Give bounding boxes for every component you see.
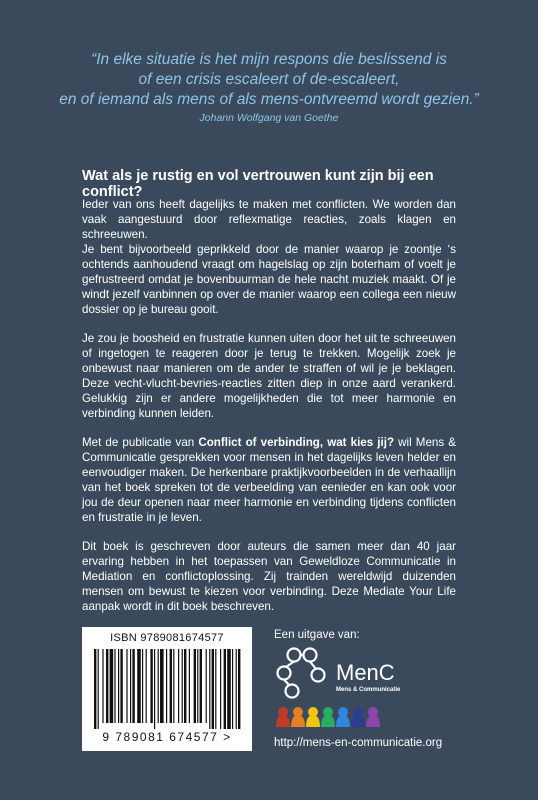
barcode-bar <box>170 649 172 723</box>
barcode-bar <box>224 649 226 729</box>
paragraph: Je zou je boosheid en frustratie kunnen uiten door het uit te schreeuwen of ingetogen te reageren door je terug te trekken. Mogelijk zoek je onbewust naar manieren om de ander te straffen of wil je je beklagen. Deze vecht-vlucht-bevries-reacties zitten diep in onze aard verankerd. Gelukkig zijn er andere mogelijkheden die tot meer harmonie en verbinding kunnen leiden. <box>82 332 456 420</box>
isbn-label: ISBN 9789081674577 <box>110 632 224 644</box>
body-text <box>82 197 456 628</box>
quote-author: Johann Wolfgang van Goethe <box>199 112 339 124</box>
barcode-digits: 9 789081 674577 > <box>102 730 232 744</box>
barcode-bar <box>158 649 159 723</box>
quote <box>40 50 498 110</box>
person-figure-icon <box>291 707 305 727</box>
barcode-bar <box>212 649 214 729</box>
barcode-bar <box>194 649 196 723</box>
paragraph: Dit boek is geschreven door auteurs die samen meer dan 40 jaar ervaring hebben in het toepassen van Geweldloze Communicatie in Mediation en conflictoplossing. Zij trainden wereldwijd duizenden mensen om bewust te kiezen voor verbinding. Deze Mediate Your Life aanpak wordt in dit boek beschreven. <box>82 540 456 613</box>
people-figures-icon <box>275 705 390 729</box>
barcode-bar <box>173 649 174 723</box>
paragraph-rest: wil Mens & Communicatie gesprekken voor mensen in het dagelijks leven helder en eenvoudiger maken. De herkenbare praktijkvoorbeelden in de verhaallijn van het boek spreken tot de verbeelding van eenieder en kan ook voor jou de deur openen naar meer harmonie en verbinding tijdens conflicten en frustratie in je leven. <box>82 436 456 524</box>
barcode-bar <box>146 649 147 723</box>
barcode-bar <box>102 649 103 723</box>
barcode-icon <box>90 649 244 729</box>
barcode-bar <box>166 649 167 723</box>
publisher-url[interactable]: http://mens-en-communicatie.org <box>274 737 443 749</box>
person-figure-icon <box>276 707 290 727</box>
barcode-bar <box>209 649 210 729</box>
barcode-bar <box>227 649 231 729</box>
person-figure-icon <box>336 707 350 727</box>
barcode-bar <box>132 649 134 723</box>
paragraph: Ieder van ons heeft dagelijks te maken met conflicten. We worden dan vaak aangestuurd door reflexmatige reacties, zoals klagen en schreeuwen. Je bent bijvoorbeeld geprikkeld door de manier waarop je zoontje ‘s ochtends aanhoudend vraagt om hagelslag op zijn boterham of voelt je gefrustreerd omdat je bovenbuurman de hele nacht muziek maakt. Of je windt jezelf vanbinnen op over de manier waarop een collega een nieuw dossier op je bureau gooit. <box>82 198 456 316</box>
barcode-bar <box>137 649 141 723</box>
book-title: Conflict of verbinding, wat kies jij? <box>198 436 395 449</box>
quote-line: “In elke situatie is het mijn respons die beslissend is <box>91 51 447 68</box>
barcode-bar <box>182 649 183 723</box>
barcode-bar <box>206 649 207 723</box>
barcode-bar <box>150 649 152 723</box>
person-figure-icon <box>366 707 380 727</box>
publisher-label: Een uitgave van: <box>274 629 360 641</box>
barcode-bar <box>197 649 198 723</box>
barcode-box <box>82 627 252 751</box>
person-figure-icon <box>306 707 320 727</box>
barcode-bar <box>154 649 155 729</box>
barcode-bar <box>220 649 221 729</box>
barcode-bar <box>215 649 216 729</box>
barcode-bar <box>110 649 114 723</box>
barcode-bar <box>118 649 119 723</box>
barcode-bar <box>232 649 233 729</box>
barcode-bar <box>126 649 127 723</box>
barcode-bar <box>160 649 164 723</box>
person-figure-icon <box>321 707 335 727</box>
barcode-bar <box>106 649 108 723</box>
barcode-bar <box>189 649 190 723</box>
paragraph-intro: Met de publicatie van <box>82 436 199 449</box>
barcode-bar <box>98 649 99 729</box>
person-figure-icon <box>351 707 365 727</box>
menc-logo-icon <box>272 645 334 703</box>
barcode-bar <box>114 649 115 723</box>
barcode-bar <box>130 649 131 723</box>
publisher-logo-subtitle: Mens & Communicatie <box>336 687 401 693</box>
barcode-bar <box>238 649 240 729</box>
barcode-bar <box>120 649 122 723</box>
barcode-bar <box>142 649 143 723</box>
barcode-bar <box>236 649 237 729</box>
barcode-bar <box>178 649 179 723</box>
publisher-logo-name: MenC <box>336 660 395 685</box>
back-cover-heading: Wat als je rustig en vol vertrouwen kunt zijn bij een conflict? <box>82 168 434 200</box>
barcode-bar <box>184 649 186 723</box>
quote-line: of een crisis escaleert of de-escaleert, <box>138 71 400 88</box>
barcode-bar <box>94 649 96 729</box>
quote-line: en of iemand als mens of als mens-ontvreemd wordt gezien.” <box>59 91 479 108</box>
paragraph <box>82 435 456 525</box>
barcode-bar <box>200 649 202 723</box>
